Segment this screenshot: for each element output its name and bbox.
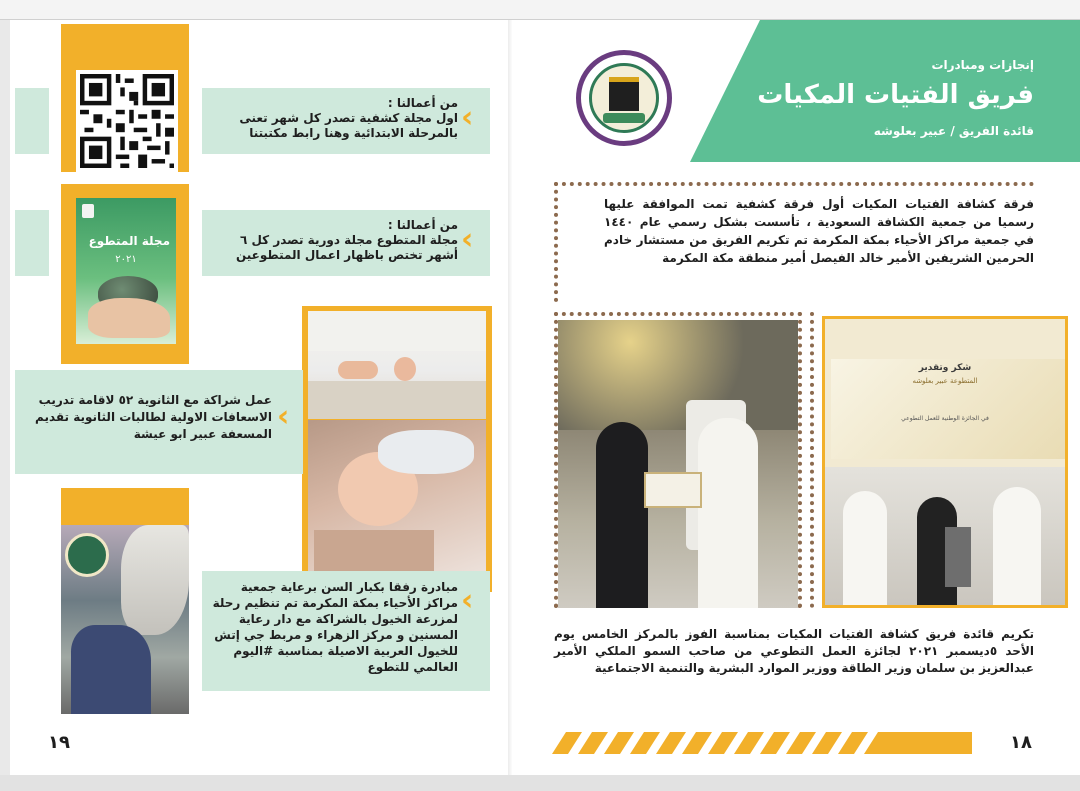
intro-paragraph: فرقة كشافة الفتيات المكيات أول فرقة كشفية تمت الموافقة عليها رسميا من جمعية الكشافة السعودية ، تأسست بشكل رسمي عام ١٤٤٠ في جمعية مراكز الأحياء بمكة المكرمة تم تكريم الفريق من مستشار خادم الحرمين الشريفين الأمير خالد الفيصل أمير منطقة مكة المكرمة [604, 197, 1034, 265]
certificate-ceremony-photo [825, 467, 1068, 608]
header-title: فريق الفتيات المكيات [757, 80, 1034, 110]
trophy-image [945, 527, 971, 587]
magazine-year: ٢٠٢١ [115, 254, 137, 265]
header-kicker: إنجازات ومبادرات [931, 58, 1034, 72]
item-2-body: مجلة المتطوع مجلة دورية تصدر كل ٦ أشهر تختص باظهار اعمال المتطوعين [235, 233, 458, 262]
firstaid-photo-1[interactable] [308, 311, 486, 419]
item-3-text [24, 392, 272, 443]
man-figure-image [698, 418, 758, 608]
woman-figure-image [596, 422, 648, 608]
palm-icon [603, 113, 645, 123]
certificate-in-hand-image [644, 472, 702, 508]
chevron-left-icon: ‹ [461, 100, 474, 135]
footer-stripes [552, 732, 972, 754]
firstaid-photo-2[interactable] [308, 420, 486, 588]
top-toolbar-strip [0, 0, 1080, 20]
item-1-text [210, 96, 458, 141]
qr-code[interactable] [76, 70, 178, 172]
left-tab-2 [15, 210, 49, 276]
certificate-photo[interactable] [822, 316, 1068, 608]
left-tab-1 [15, 88, 49, 154]
right-page [512, 20, 1080, 775]
certificate-line: في الجائزة الوطنية للعمل التطوعي [901, 415, 989, 422]
chevron-left-icon: ‹ [461, 222, 474, 257]
kaaba-icon [609, 77, 639, 111]
pink-hands-image [378, 430, 474, 474]
chevron-left-icon: ‹ [461, 583, 474, 618]
photo-caption: تكريم قائدة فريق كشافة الفتيات المكيات بمناسبة الفوز بالمركز الخامس يوم الأحد ٥ديسمبر ٢٠٢١ لجائزة العمل التطوعي من صاحب السمو الملكي الأمير عبدالعزيز بن سلمان وزير الطاقة ووزير الموارد البشرية والتنمية الاجتماعية [554, 627, 1034, 675]
magazine-cover[interactable] [76, 198, 176, 344]
item-2-text [210, 218, 458, 263]
dotted-divider [810, 312, 818, 608]
logo-text [582, 144, 666, 145]
certificate-title: شكر وتقدير [918, 363, 972, 373]
manikin-image [338, 361, 378, 379]
person-image [71, 625, 151, 714]
header-leader: قائدة الفريق / عبير بعلوشه [873, 124, 1034, 138]
association-logo-small [65, 533, 109, 577]
qr-code-graphic [80, 74, 174, 168]
white-horse-image [121, 525, 189, 635]
item-2-heading: من أعمالنا : [387, 218, 458, 232]
item-4-text [210, 579, 458, 675]
bottom-strip [0, 775, 1080, 791]
item-4-body: مبادرة رفقا بكبار السن برعاية جمعية مراكز الأحياء بمكة المكرمة تم تنظيم رحلة لمزرعة الخيول بالشراكة مع دار رعاية المسنين و مركز الزهراء و مربط جي إتش للخيول العربية الاصيلة بمناسبة #اليوم العالمي للتطوع [212, 580, 458, 674]
dotted-border-top [554, 182, 1034, 186]
item-3-body: عمل شراكة مع الثانوية ٥٢ لاقامة تدريب الاسعافات الاولية لطالبات الثانوية تقديم المسعفة عبير ابو عيشة [35, 393, 272, 441]
ceremony-photo[interactable] [558, 320, 798, 608]
left-page [10, 20, 512, 775]
manikin-head-image [394, 357, 416, 381]
association-logo [576, 50, 672, 146]
item-1-heading: من أعمالنا : [387, 96, 458, 110]
hand-image [88, 298, 170, 338]
certificate-recipient: المتطوعة عبير بعلوشه [912, 377, 978, 385]
dotted-border-left [554, 182, 564, 302]
chevron-left-icon: ‹ [277, 399, 290, 434]
right-page-number: ١٨ [1010, 732, 1032, 753]
item-1-body: اول مجلة كشفية تصدر كل شهر تعنى بالمرحلة الابتدائية وهنا رابط مكتبتنا [239, 111, 458, 140]
horse-photo[interactable] [61, 525, 189, 714]
magazine-logo-icon [82, 204, 94, 218]
magazine-title: مجلة المتطوع [88, 234, 170, 248]
left-page-number: ١٩ [48, 732, 70, 753]
